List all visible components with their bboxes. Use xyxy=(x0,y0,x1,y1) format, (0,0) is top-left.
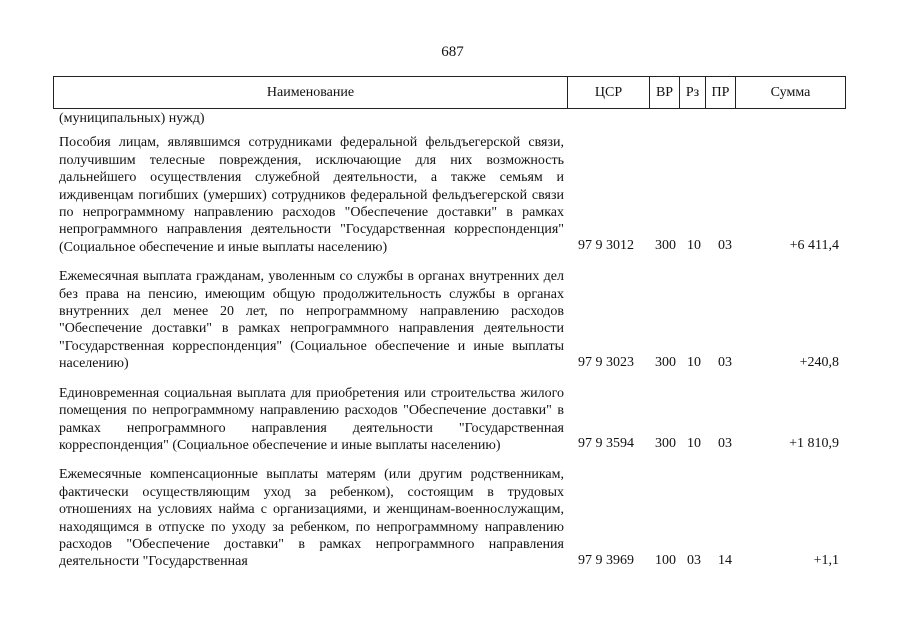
row-sum: +1 810,9 xyxy=(789,436,839,452)
row-name: Ежемесячные компенсационные выплаты матерям (или другим родственникам, фактически осуществляющим уход за ребенком), состоящим в трудовых отношениях на условиях найма с организациями, и женщинам-военнослужащим, находящимся в отпуске по уходу за ребенком, по непрограммному направлению расходов "Обеспечение доставки" в рамках непрограммного направления деятельности "Государственная xyxy=(59,467,564,570)
row-codes xyxy=(59,354,841,372)
table-row xyxy=(59,466,841,570)
header-name: Наименование xyxy=(54,77,568,109)
row-rz: 10 xyxy=(687,436,701,452)
row-sum: +6 411,4 xyxy=(789,238,839,254)
header-row xyxy=(54,77,846,109)
row-vr: 300 xyxy=(655,436,676,452)
row-vr: 300 xyxy=(655,238,676,254)
table-row xyxy=(59,268,841,372)
header-csr: ЦСР xyxy=(568,77,650,109)
budget-table-header xyxy=(53,76,846,109)
row-csr: 97 9 3012 xyxy=(578,238,634,254)
continuation-text: (муниципальных) нужд) xyxy=(59,111,205,126)
page-number: 687 xyxy=(441,44,464,60)
row-rz: 10 xyxy=(687,238,701,254)
row-name: Единовременная социальная выплата для приобретения или строительства жилого помещения по непрограммному направлению расходов "Обеспечение доставки" в рамках непрограммного направления деятельности "Государственная корреспонденция" (Социальное обеспечение и иные выплаты населению) xyxy=(59,385,564,453)
row-csr: 97 9 3023 xyxy=(578,354,634,370)
row-pr: 03 xyxy=(718,354,732,370)
row-name: Пособия лицам, являвшимся сотрудниками федеральной фельдъегерской связи, получившим телесные повреждения, исключающие для них возможность дальнейшего осуществления служебной деятельности, а также семьям и иждивенцам погибших (умерших) сотрудников федеральной фельдъегерской связи по непрограммному направлению расходов "Обеспечение доставки" в рамках непрограммного направления деятельности "Государственная корреспонденция" (Социальное обеспечение и иные выплаты населению) xyxy=(59,135,564,255)
row-sum: +1,1 xyxy=(813,552,839,568)
row-name: Ежемесячная выплата гражданам, уволенным со службы в органах внутренних дел без права на пенсию, имеющим общую продолжительность службы в органах внутренних дел менее 20 лет, по непрограммному направлению расходов "Обеспечение доставки" в рамках непрограммного направления деятельности "Государственная корреспонденция" (Социальное обеспечение и иные выплаты населению) xyxy=(59,269,564,372)
budget-table-body xyxy=(59,110,841,571)
table-row xyxy=(59,385,841,455)
row-codes xyxy=(59,435,841,453)
row-rz: 03 xyxy=(687,552,701,568)
row-vr: 100 xyxy=(655,552,676,568)
row-csr: 97 9 3969 xyxy=(578,552,634,568)
header-pr: ПР xyxy=(706,77,736,109)
row-codes xyxy=(59,237,841,255)
table-row xyxy=(59,134,841,256)
row-codes xyxy=(59,552,841,570)
row-vr: 300 xyxy=(655,354,676,370)
row-rz: 10 xyxy=(687,354,701,370)
row-sum: +240,8 xyxy=(799,354,839,370)
header-sum: Сумма xyxy=(736,77,846,109)
row-csr: 97 9 3594 xyxy=(578,436,634,452)
header-vr: ВР xyxy=(650,77,680,109)
header-rz: Рз xyxy=(680,77,706,109)
row-pr: 03 xyxy=(718,436,732,452)
row-pr: 03 xyxy=(718,238,732,254)
row-pr: 14 xyxy=(718,552,732,568)
continuation-row xyxy=(59,110,841,127)
